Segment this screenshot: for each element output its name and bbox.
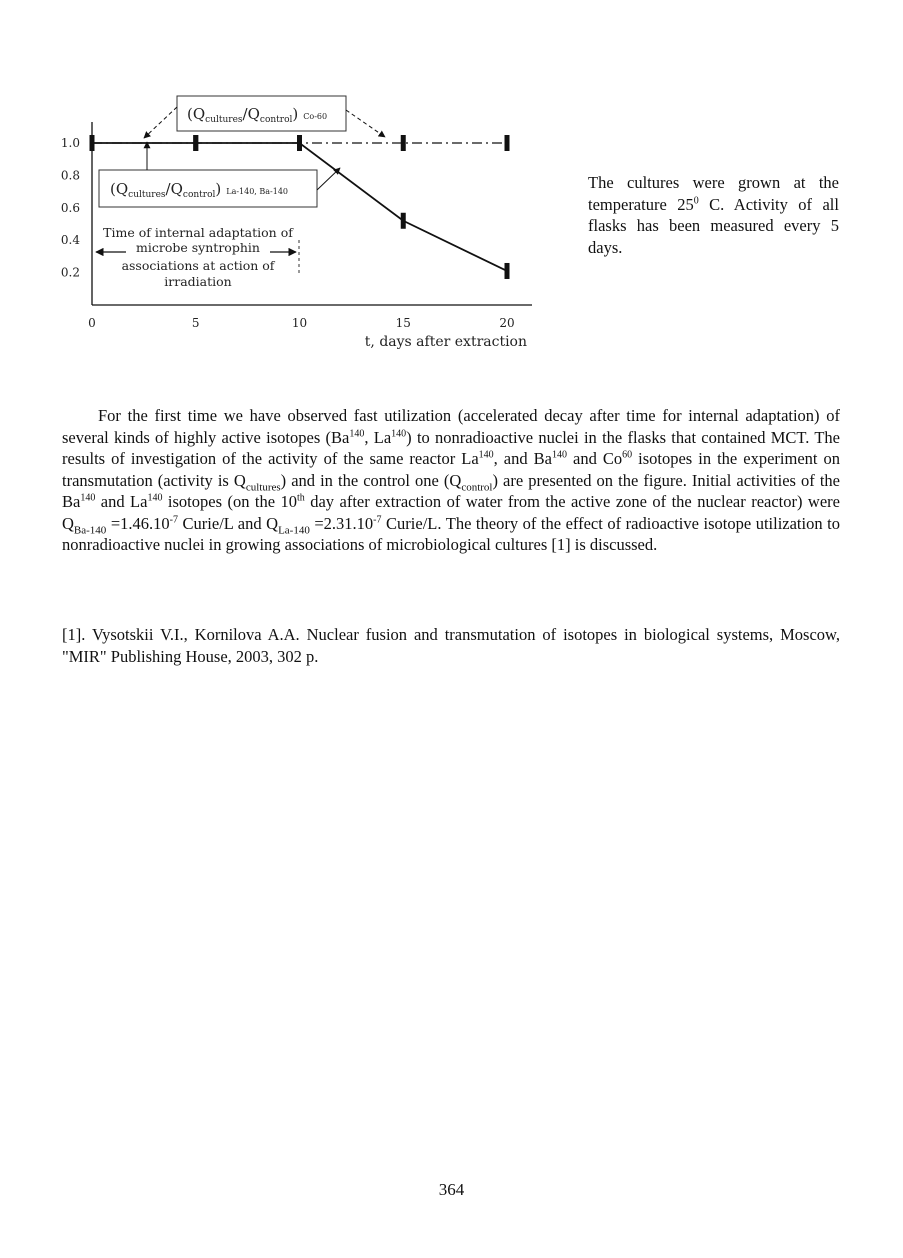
la-ba-label: $(Q_{cultures}/Q_{control})$ La-140, Ba-140 <box>110 180 289 200</box>
la-ba-data-point <box>90 135 95 151</box>
la-ba-data-point <box>193 135 198 151</box>
y-tick-label: 0.2 <box>60 265 80 280</box>
x-tick-label: 10 <box>291 316 308 330</box>
la-ba-data-point <box>297 135 302 151</box>
main-paragraph <box>62 405 840 556</box>
x-axis-label: t, days after extraction <box>364 334 527 350</box>
co60-data-point <box>505 135 510 151</box>
y-tick-label: 1.0 <box>60 136 80 150</box>
culture-conditions-note: The cultures were grown at the temperature $25^0$ C. Activity of all flasks has been measured every 5 days. <box>588 173 839 257</box>
la-ba-arrow-right <box>317 168 340 190</box>
y-tick-label: 0.8 <box>60 168 80 183</box>
x-tick-label: 0 <box>88 316 96 330</box>
x-tick-label: 5 <box>191 316 200 330</box>
paragraph-text: For the first time we have observed fast utilization (accelerated decay after time for internal adaptation) of several kinds of highly active isotopes (Ba$^{140}$, La$^{140}$) to nonradioactive nuclei in the flasks that contained MCT. The results of investigation of the activity of the same reactor La$^{140}$, and Ba$^{140}$ and Co$^{60}$ isotopes in the experiment on transmutation (activity is $Q_{cultures}$) and in the control one $(Q_{control})$ are presented on the figure. Initial activities of the Ba$^{140}$ and La$^{140}$ isotopes (on the 10th day after extraction of water from the active zone of the nuclear reactor) were $Q_{Ba-140} =1.46.10^{-7}$ Curie/L and $Q_{La-140} =2.31.10^{-7}$ Curie/L. The theory of the effect of radioactive isotope utilization to nonradioactive nuclei in growing associations of microbiological cultures [1] is discussed. <box>62 406 841 554</box>
decay-ratio-chart <box>40 80 560 360</box>
y-tick-label: 0.4 <box>60 233 80 248</box>
co60-label: $(Q_{cultures}/Q_{control})$ Co-60 <box>187 105 328 125</box>
adaptation-line-4: irradiation <box>164 274 232 289</box>
chart-svg <box>40 80 560 360</box>
co60-arrow-left <box>144 107 177 138</box>
page-number: 364 <box>438 1180 465 1199</box>
adaptation-line-1: Time of internal adaptation of <box>103 225 293 240</box>
x-tick-label: 15 <box>395 316 411 330</box>
la-ba-data-point <box>401 213 406 229</box>
adaptation-line-2: microbe syntrophin <box>136 240 260 255</box>
y-tick-label: 0.6 <box>60 200 80 215</box>
x-tick-label: 20 <box>499 316 515 330</box>
co60-arrow-right <box>346 110 385 137</box>
co60-data-point <box>401 135 406 151</box>
reference-entry: [1]. Vysotskii V.I., Kornilova A.A. Nuclear fusion and transmutation of isotopes in biological systems, Moscow, "MIR" Publishing House, 2003, 302 p. <box>62 625 840 666</box>
adaptation-line-3: associations at action of <box>121 258 275 273</box>
la-ba-data-point <box>505 263 510 279</box>
